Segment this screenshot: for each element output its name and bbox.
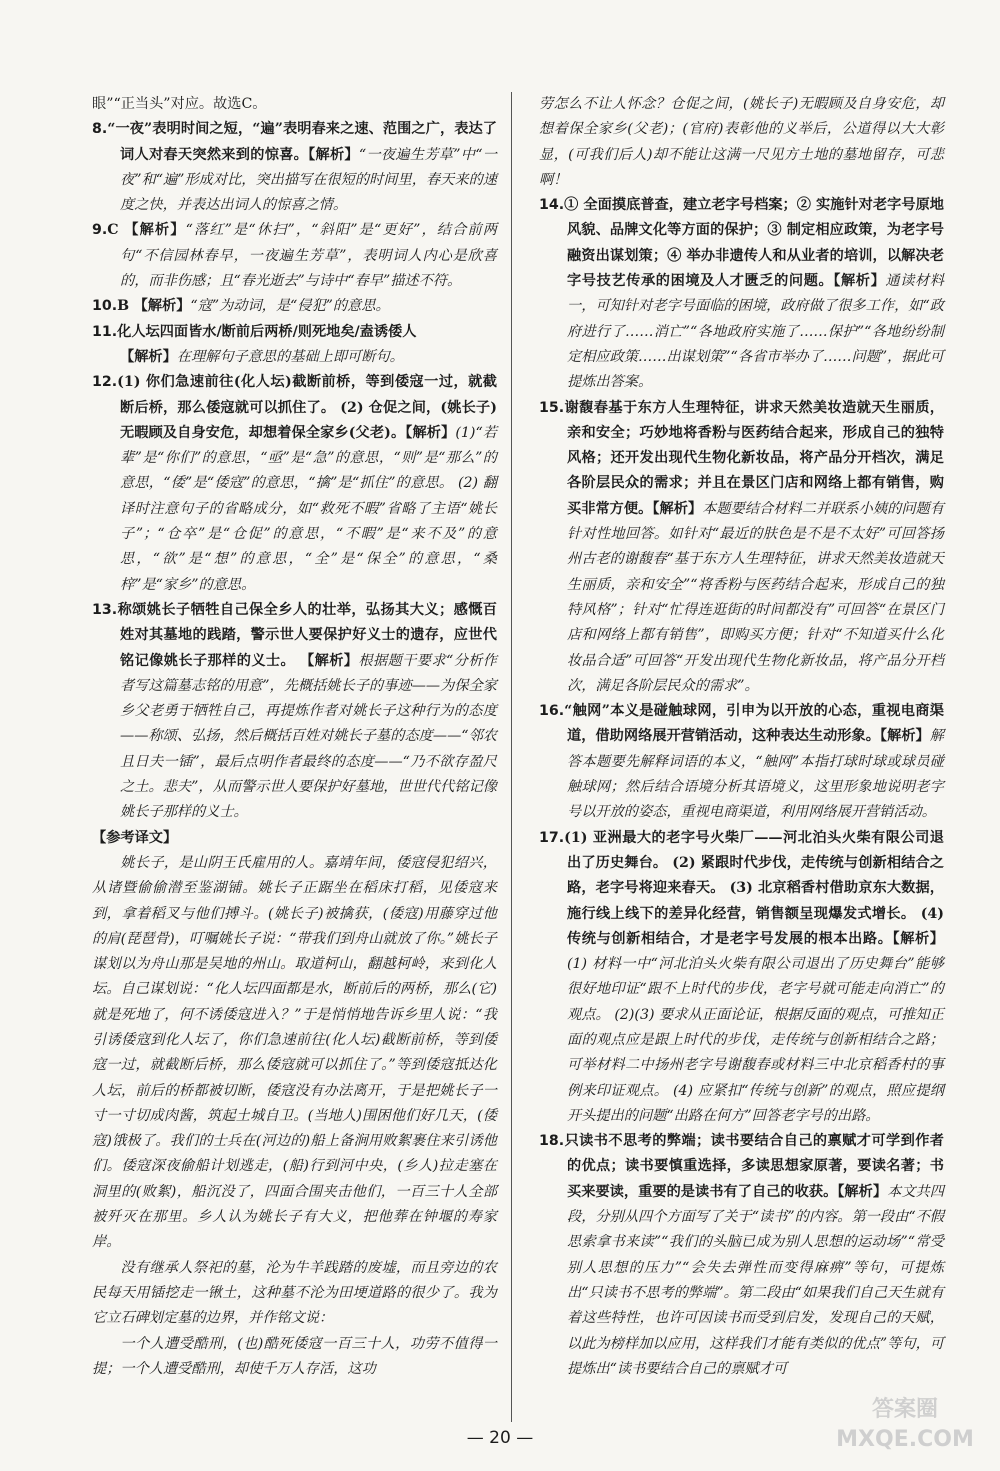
analysis-tag: 【解析】 [837,1183,888,1200]
watermark-text: 答案圈 [871,1397,938,1422]
answer-text: (1) 你们急速前往(化人坛)截断前桥，等到倭寇一过，就截断后桥，那么倭寇就可以抓住了。 (2) 仓促之间，(姚长子)无暇顾及自身安危，却想着保全家乡(父老)。 [117,374,497,441]
answer-item-17 [539,826,944,1130]
answer-text: ① 全面摸底普查，建立老字号档案；② 实施针对老字号原地风貌、品牌文化等方面的保护；③ 制定相应政策，为老字号融资出谋划策；④ 举办非遗传人和从业者的培训，以解决老字号技艺传承的困境及人才匮乏的问题。 [564,197,944,290]
answer-item-8 [92,117,497,218]
item-number: 14. [539,197,565,214]
item-number: 10. [92,298,118,315]
analysis-text: 根据题干要求“分析作者写这篇墓志铭的用意”，先概括姚长子的事迹——为保全家乡父老勇于牺牲自己，再提炼作者对姚长子这种行为的态度——称颂、弘扬，然后概括百姓对姚长子墓的态度——“邻农且日夫一锸”，最后点明作者最终的态度——“乃不欲存盈尺之土。悲夫”，从而警示世人要保护好墓地，世世代代铭记像姚长子那样的义士。 [120,652,497,821]
answer-text: 只读书不思考的弊端；读书要结合自己的禀赋才可学到作者的优点；读书要慎重选择，多读思想家原著，要读名著；书买来要读，重要的是读书有了自己的收获。 [564,1133,944,1200]
analysis-text: “落红”是“休扫”，“斜阳”是“更好”，结合前两句“不信园林春早，一夜遍生芳草”，表明词人内心是欣喜的，而非伤感；且“春光逝去”与诗中“春早”描述不符。 [120,222,497,290]
analysis-text: 在理解句子意思的基础上即可断句。 [176,348,404,365]
answer-text: 化人坛四面皆水/断前后两桥/则死地矣/盍诱倭人 [117,323,417,340]
reference-translation-paragraph: 姚长子，是山阴王氏雇用的人。嘉靖年间，倭寇侵犯绍兴，从诸暨偷偷潜至鉴湖铺。姚长子正踞坐在稻床打稻，见倭寇来到，拿着稻叉与他们搏斗。(姚长子)被擒获，(倭寇)用藤穿过他的肩(琵琶骨)，叮嘱姚长子说：“带我们到舟山就放了你。”姚长子谋划以为舟山那是吴地的州山。取道柯山，翻越柯岭，来到化人坛。自己谋划说：“化人坛四面都是水，断前后的两桥，那么(它)就是死地了，何不诱倭寇进入？”于是悄悄地告诉乡里人说：“我引诱倭寇到化人坛了，你们急速前往(化人坛)截断前桥，等到倭寇一过，就截断后桥，那么倭寇就可以抓住了。”等到倭寇抵达化人坛，前后的桥都被切断，倭寇没有办法离开，于是把姚长子一寸一寸切成肉酱，筑起土城自卫。(当地人)围困他们好几天，(倭寇)饿极了。我们的士兵在(河边的)船上备涧用败絮裹住来引诱他们。倭寇深夜偷船计划逃走，(船)行到河中央，(乡人)拉走塞在洞里的(败絮)，船沉没了，四面合围夹击他们，一百三十人全部被歼灭在那里。乡人认为姚长子有大义，把他葬在钟堰的寿家岸。 [92,854,497,1251]
watermark-url: MXQE.COM [836,1427,974,1452]
item-number: 13. [92,601,118,618]
page-number: 20 [489,1428,511,1448]
analysis-text: 本题要结合材料二并联系小姨的问题有针对性地回答。如针对“最近的肤色是不是不太好”可回答扬州古老的谢馥春“基于东方人生理特征，讲求天然美妆造就天生丽质，亲和安全”“将香粉与医药结合起来，形成自己的独特风格”；针对“忙得连逛街的时间都没有”可回答“在景区门店和网络上都有销售”，即购买方便；针对“不知道买什么化妆品合适”可回答“开发出现代生物化新妆品，将产品分开档次，满足各阶层民众的需求”。 [567,500,944,694]
continuation-text: 劳怎么不让人怀念？仓促之间，(姚长子)无暇顾及自身安危，却想着保全家乡(父老)；(官府)表彰他的义举后，公道得以大大彰显，(可我们后人)却不能让这满一尺见方土地的墓地留存，可悲啊！ [539,96,944,188]
answer-item-10 [92,294,497,319]
analysis-tag: 【解析】 [405,424,456,441]
answer-text: B [117,298,130,315]
analysis-tag: 【解析】 [308,146,359,163]
analysis-text: “寇”为动词，是“侵犯”的意思。 [190,298,390,315]
column-divider [511,92,512,1422]
analysis-text: (1)“若辈”是“你们”的意思，“亟”是“急”的意思，“则”是“那么”的意思，“倭”是“倭寇”的意思，“擒”是“抓住”的意思。 (2) 翻译时注意句子的省略成分，如“救死不暇”省略了主语“姚长子”；“仓卒”是“仓促”的意思，“不暇”是“来不及”的意思，“欲”是“想”的意思，“全”是“保全”的意思，“桑梓”是“家乡”的意思。 [120,424,497,593]
reference-translation-paragraph: 没有继承人祭祀的墓，沦为牛羊践踏的废墟，而且旁边的农民每天用锸挖走一锹土，这种墓不沦为田埂道路的很少了。我为它立石碑划定墓的边界，并作铭文说： [92,1259,497,1327]
reference-translation-heading: 【参考译文】 [92,829,178,846]
analysis-tag: 【解析】 [300,652,359,669]
answer-text: 谢馥春基于东方人生理特征，讲求天然美妆造就天生丽质，亲和安全；巧妙地将香粉与医药结合起来，形成自己的独特风格；还开发出现代生物化新妆品，将产品分开档次，满足各阶层民众的需求；并且在景区门店和网络上都有销售，购买非常方便。 [564,399,944,517]
analysis-text: 通读材料一，可知针对老字号面临的困境，政府做了很多工作，如“政府进行了……消亡”“各地政府实施了……保护”“各地纷纷制定相应政策……出谋划策”“各省市举办了……问题”，据此可提炼出答案。 [567,273,944,391]
answer-item-9 [92,218,497,294]
left-column [92,92,497,1382]
answer-text: (1) 亚洲最大的老字号火柴厂——河北泊头火柴有限公司退出了历史舞台。 (2) 紧跟时代步伐，走传统与创新相结合之路，老字号将迎来春天。 (3) 北京稻香村借助京东大数据，施行线上线下的差异化经营，销售额呈现爆发式增长。 (4) 传统与创新相结合，才是老字号发展的根本出路。 [564,829,944,947]
continuation-text: 眼”“正当头”对应。故选C。 [92,96,267,112]
item-number: 11. [92,323,118,340]
analysis-tag: 【解析】 [879,728,930,745]
item-number: 15. [539,399,565,416]
analysis-tag: 【解析】 [120,348,177,365]
analysis-tag: 【解析】 [833,273,886,290]
item-number: 12. [92,374,118,391]
analysis-text: “一夜遍生芳草”中“一夜”和“遍”形成对比，突出描写在很短的时间里，春天来的速度之快，并表达出词人的惊喜之情。 [120,146,497,214]
item-number: 17. [539,829,565,846]
item-number: 18. [539,1133,565,1150]
analysis-tag: 【解析】 [124,222,186,239]
answer-item-13 [92,598,497,826]
reference-translation-paragraph: 一个人遭受酷刑，(也)酷死倭寇一百三十人，功劳不值得一提；一个人遭受酷刑，却使千万人存活，这功 [92,1335,497,1377]
analysis-tag: 【解析】 [652,500,703,517]
answer-item-16 [539,699,944,825]
right-column [539,92,944,1382]
answer-text: 称颂姚长子牺牲自己保全乡人的壮举，弘扬其大义；感慨百姓对其墓地的践踏，警示世人要保护好义士的遗存，应世代铭记像姚长子那样的义士。 [117,601,497,669]
answer-item-11 [92,320,497,371]
item-number: 16. [539,703,565,720]
watermark-logo [820,1395,990,1465]
answer-item-12 [92,370,497,598]
answer-text: “触网”本义是碰触球网，引申为以开放的心态，重视电商渠道，借助网络展开营销活动，这种表达生动形象。 [564,703,944,745]
answer-item-18 [539,1129,944,1382]
answer-text: “一夜”表明时间之短，“遍”表明春来之速、范围之广，表达了词人对春天突然来到的惊喜。 [107,121,497,163]
analysis-text: 本文共四段，分别从四个方面写了关于“读书”的内容。第一段由“不假思索拿书来读”“我们的头脑已成为别人思想的运动场”“常受别人思想的压力”“会失去弹性而变得麻痹”等句，可提炼出“只读书不思考的弊端”。第二段由“如果我们自己天生就有着这些特性，也许可因读书而受到启发，发现自己的天赋，以此为榜样加以应用，这样我们才能有类似的优点”等句，可提炼出“读书要结合自己的禀赋才可 [567,1183,944,1377]
analysis-tag: 【解析】 [892,930,944,947]
answer-item-14 [539,193,944,395]
item-number: 8. [92,121,108,138]
item-number: 9. [92,222,108,239]
analysis-text: (1) 材料一中“河北泊头火柴有限公司退出了历史舞台”能够很好地印证“跟不上时代的步伐，老字号就可能走向消亡”的观点。 (2)(3) 要求从正面论证，根据反面的观点，可推知正面的观点应是跟上时代的步伐，走传统与创新相结合之路；可举材料二中扬州老字号谢馥春或材料三中北京稻香村的事例来印证观点。 (4) 应紧扣“传统与创新”的观点，照应提纲开头提出的问题“出路在何方”回答老字号的出路。 [567,956,944,1124]
answer-text: C [107,222,119,239]
answer-item-15 [539,396,944,700]
analysis-tag: 【解析】 [133,298,191,315]
analysis-text: 解答本题要先解释词语的本义，“触网”本指打球时球或球员碰触球网；然后结合语境分析其语境义，这里形象地说明老字号以开放的姿态，重视电商渠道，利用网络展开营销活动。 [567,728,944,821]
page-footer: — 20 — [466,1428,534,1448]
